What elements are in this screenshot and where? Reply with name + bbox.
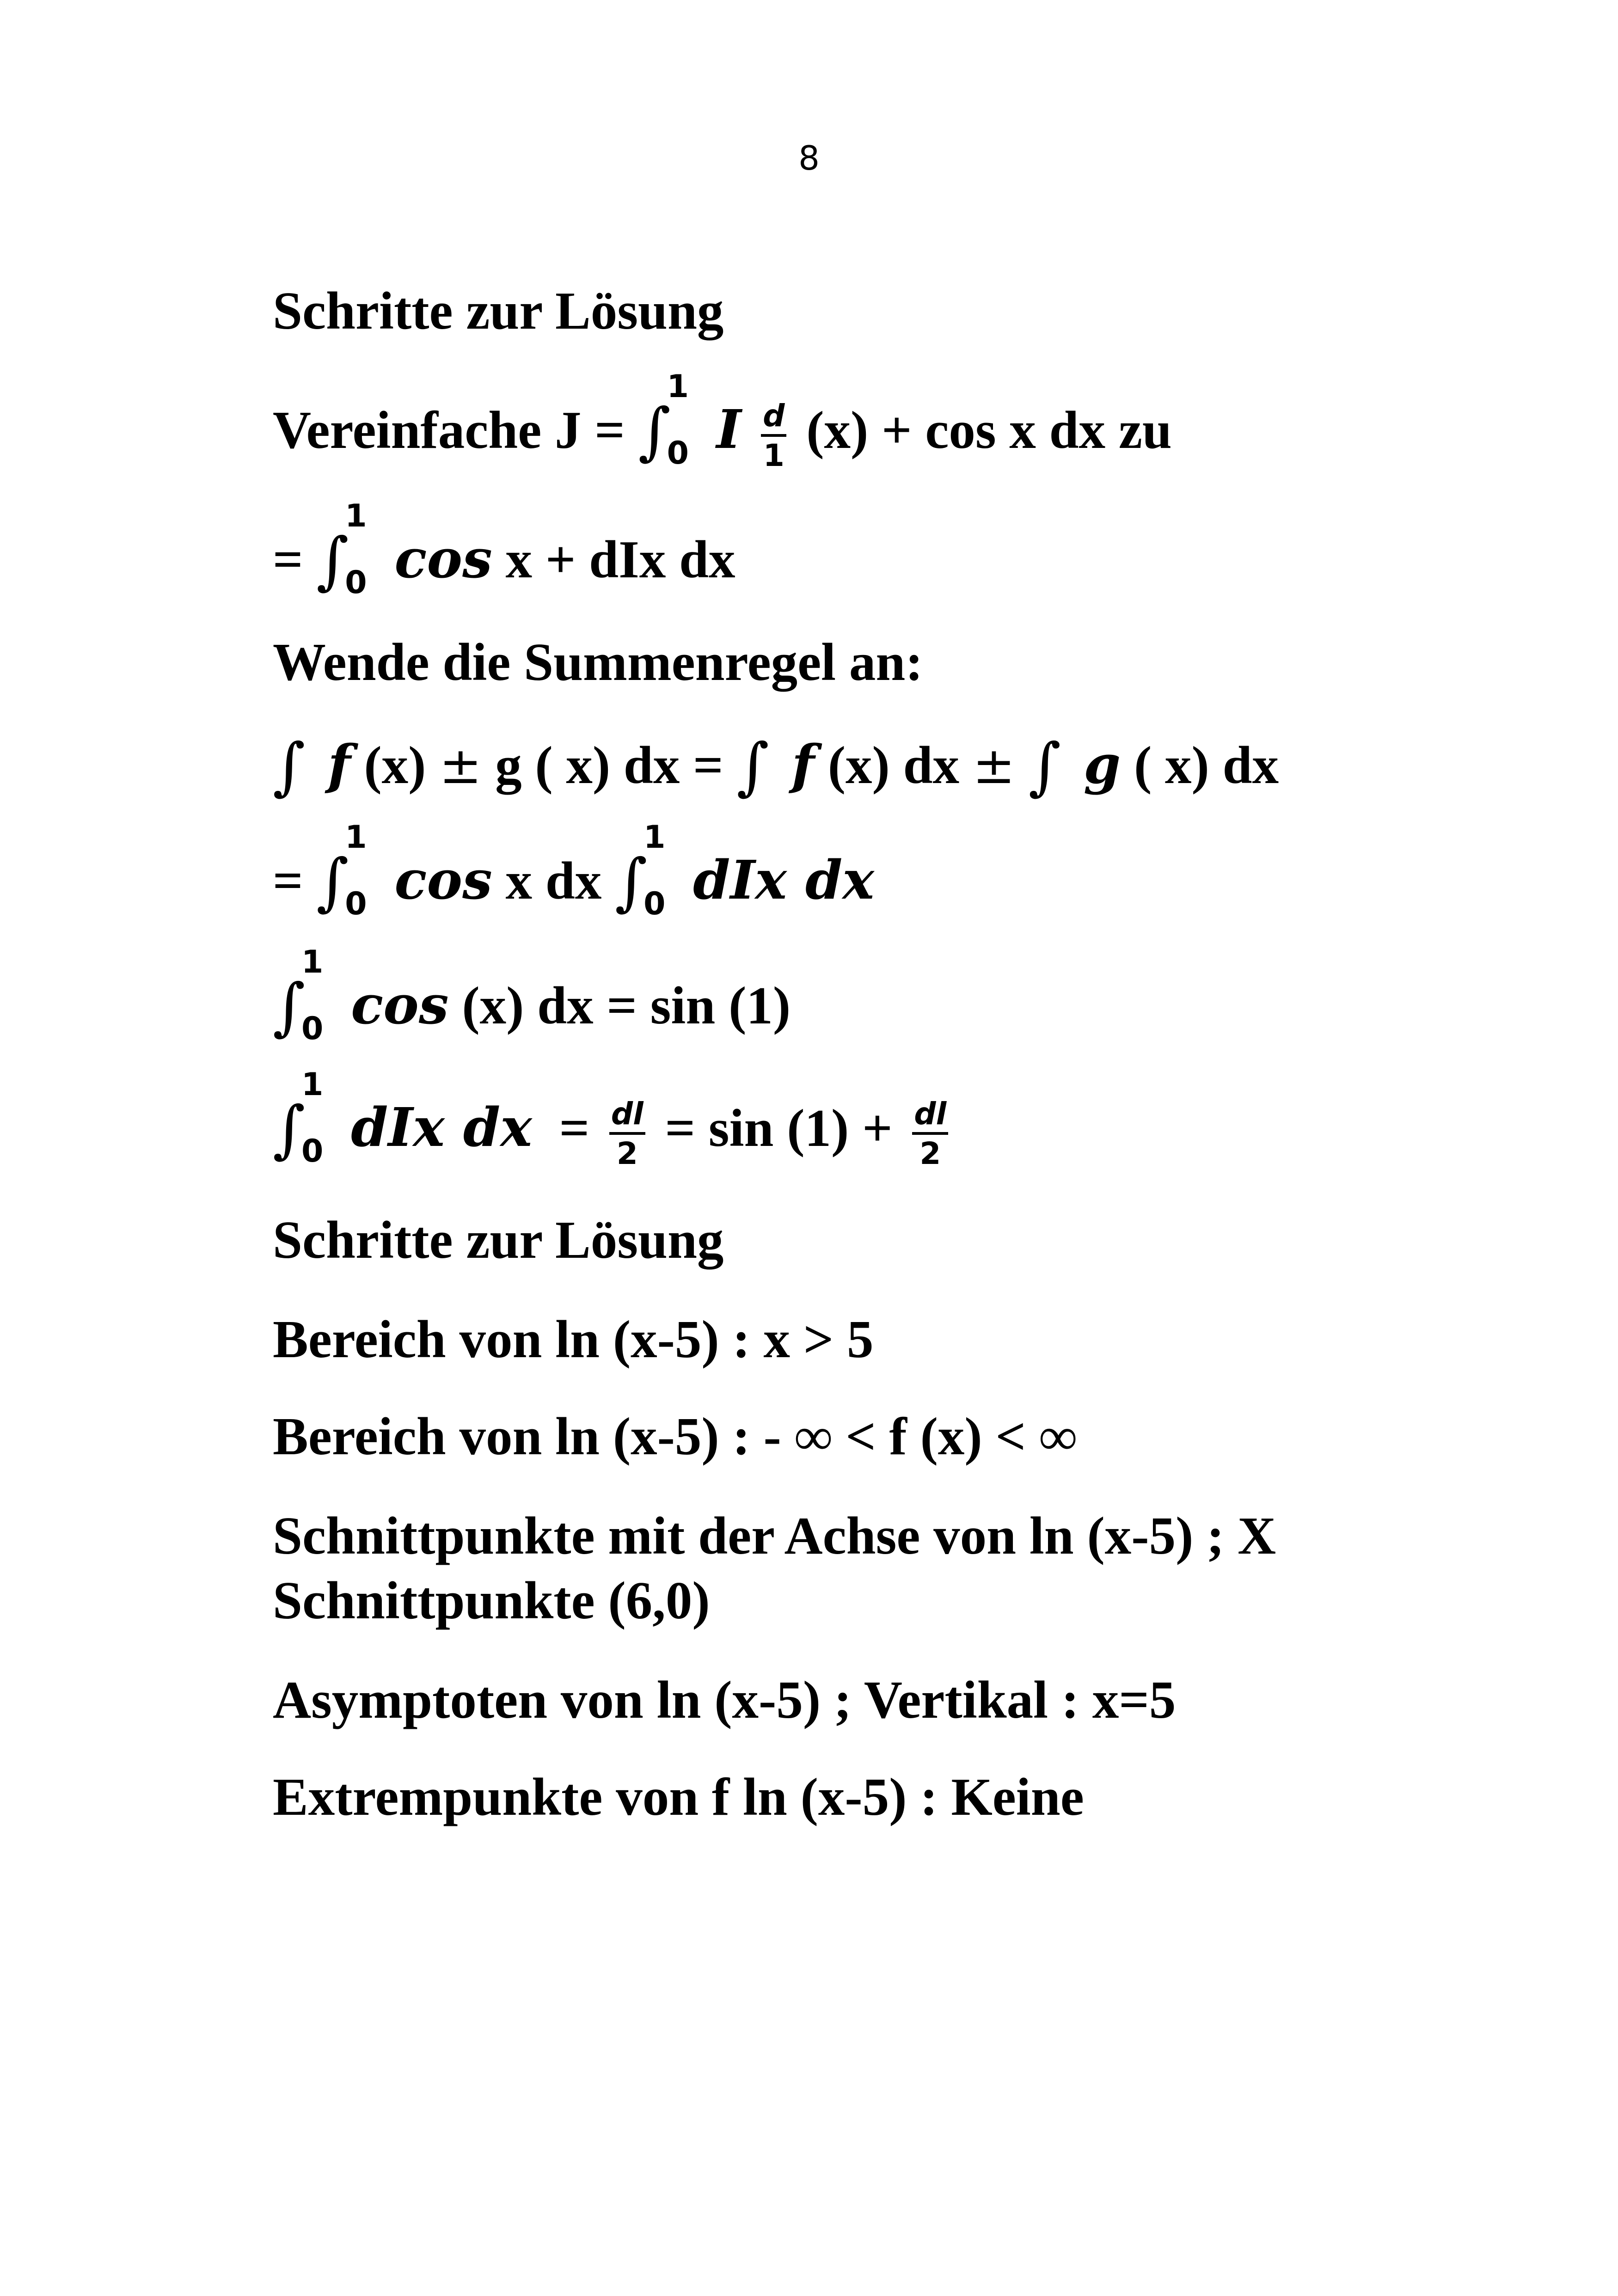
simplify-prefix: Vereinfache J = [273, 401, 625, 459]
frac-num: dl [609, 1099, 645, 1135]
integral-sign: ∫ 1 0 [615, 819, 666, 922]
plus-minus: ± [972, 736, 1015, 795]
frac-den: 1 [763, 437, 784, 473]
eq2-tail: dIx dx [693, 849, 874, 912]
dix-expr: dIx dx [351, 1096, 532, 1159]
line-eq2 [273, 819, 874, 922]
integral-lower: 0 [345, 564, 367, 601]
func-cos: cos [394, 849, 492, 912]
line-dix [273, 1066, 955, 1171]
integral-sign: ∫ 1 0 [638, 368, 689, 471]
func-g: g [1083, 734, 1121, 796]
eq-sign: = [273, 851, 303, 910]
integral-upper: 1 [667, 368, 689, 405]
frac-den: 2 [919, 1135, 941, 1171]
rule-t4: ( x) dx [1134, 736, 1279, 795]
integral-upper: 1 [345, 819, 367, 856]
integral-sign: ∫ 1 0 [273, 944, 324, 1047]
line-simplify [273, 368, 1172, 473]
dix-mid: = sin (1) + [665, 1099, 893, 1157]
integral-sign: ∫ [273, 730, 306, 802]
asymptote-line: Asymptoten von ln (x-5) ; Vertikal : x=5 [273, 1671, 1176, 1729]
fraction-d-1 [761, 398, 786, 473]
var-I: I [716, 398, 742, 461]
integral-upper: 1 [644, 819, 666, 856]
frac-den: 2 [616, 1135, 638, 1171]
extrema-line: Extrempunkte von f ln (x-5) : Keine [273, 1768, 1084, 1826]
plus-minus: ± [439, 736, 482, 795]
line-eq1 [273, 498, 735, 601]
frac-num: dl [912, 1099, 948, 1135]
rule-t2: g ( x) dx = [495, 736, 723, 795]
rule-t3: (x) dx [827, 736, 960, 795]
fraction-dl-2b [912, 1096, 948, 1171]
fraction-dl-2 [609, 1096, 645, 1171]
rule-t1: (x) [364, 736, 426, 795]
func-f: f [328, 734, 351, 796]
range-line: Bereich von ln (x-5) : - ∞ < f (x) < ∞ [273, 1407, 1077, 1466]
integral-upper: 1 [345, 498, 367, 534]
func-cos: cos [394, 528, 492, 590]
line-cos [273, 944, 791, 1047]
page-number: 8 [798, 139, 820, 178]
integral-lower: 0 [345, 886, 367, 922]
integral-upper: 1 [301, 1066, 324, 1103]
integral-lower: 0 [301, 1010, 324, 1047]
eq2-mid: x dx [505, 851, 602, 910]
eq-sign: = [559, 1099, 590, 1157]
heading-steps-1: Schritte zur Lösung [273, 282, 724, 340]
integral-sign: ∫ [1028, 730, 1061, 802]
integral-lower: 0 [644, 886, 666, 922]
cos-suffix: (x) dx = sin (1) [462, 976, 791, 1035]
integral-sign: ∫ [736, 730, 769, 802]
eq-sign: = [273, 530, 303, 589]
integral-lower: 0 [667, 435, 689, 471]
sum-rule-heading: Wende die Summenregel an: [273, 633, 923, 692]
rule-line [273, 730, 1279, 802]
integral-upper: 1 [301, 944, 324, 980]
simplify-suffix: (x) + cos x dx zu [806, 401, 1172, 459]
intercepts-line-2: Schnittpunkte (6,0) [273, 1571, 710, 1630]
integral-sign: ∫ 1 0 [273, 1066, 324, 1169]
heading-steps-2: Schritte zur Lösung [273, 1211, 724, 1269]
integral-lower: 0 [301, 1133, 324, 1169]
eq1-suffix: x + dIx dx [505, 530, 735, 589]
func-f: f [791, 734, 815, 796]
intercepts-line-1: Schnittpunkte mit der Achse von ln (x-5) ; X [273, 1506, 1276, 1565]
integral-sign: ∫ 1 0 [316, 498, 367, 601]
frac-num: d [761, 401, 786, 437]
func-cos: cos [351, 974, 449, 1036]
domain-line: Bereich von ln (x-5) : x > 5 [273, 1310, 874, 1369]
integral-sign: ∫ 1 0 [316, 819, 367, 922]
